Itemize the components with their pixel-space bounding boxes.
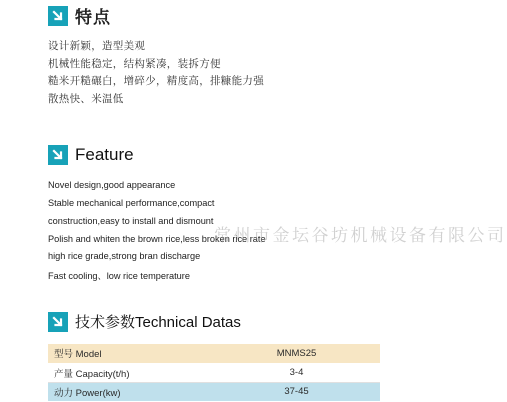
features-en-header bbox=[48, 145, 134, 165]
arrow-down-right-icon bbox=[48, 312, 68, 332]
features-en-line: Stable mechanical performance,compact bbox=[48, 198, 215, 208]
spec-label: 产量 Capacity(t/h) bbox=[48, 363, 213, 382]
spec-header bbox=[48, 311, 241, 332]
spec-title: 技术参数Technical Datas bbox=[75, 314, 241, 331]
spec-label: 动力 Power(kw) bbox=[48, 382, 213, 401]
spec-table bbox=[48, 344, 380, 402]
table-row bbox=[48, 382, 380, 401]
features-cn-line: 散热快、米温低 bbox=[48, 93, 124, 105]
table-row bbox=[48, 344, 380, 363]
features-en-line: Fast cooling、low rice temperature bbox=[48, 271, 190, 281]
spec-label: 型号 Model bbox=[48, 344, 213, 363]
features-cn-line: 糙米开糙碾白，增碎少，精度高，排糠能力强 bbox=[48, 75, 264, 87]
arrow-down-right-icon bbox=[48, 6, 68, 26]
features-en-line: Novel design,good appearance bbox=[48, 180, 176, 190]
table-row bbox=[48, 363, 380, 382]
features-en-line: construction,easy to install and dismount bbox=[48, 216, 214, 226]
features-en-line: Polish and whiten the brown rice,less broken rice rate bbox=[48, 234, 266, 244]
features-cn-line: 设计新颖，造型美观 bbox=[48, 40, 146, 52]
features-en-title: Feature bbox=[75, 145, 134, 164]
spec-value: 3-4 bbox=[213, 363, 380, 382]
features-cn-line: 机械性能稳定，结构紧凑，装拆方便 bbox=[48, 58, 221, 70]
company-watermark: 常州市金坛谷坊机械设备有限公司 bbox=[214, 226, 507, 246]
features-en-line: high rice grade,strong bran discharge bbox=[48, 251, 201, 261]
features-cn-title: 特点 bbox=[75, 8, 111, 28]
spec-value: MNMS25 bbox=[213, 344, 380, 363]
spec-value: 37-45 bbox=[213, 382, 380, 401]
features-cn-header bbox=[48, 3, 111, 28]
arrow-down-right-icon bbox=[48, 145, 68, 165]
